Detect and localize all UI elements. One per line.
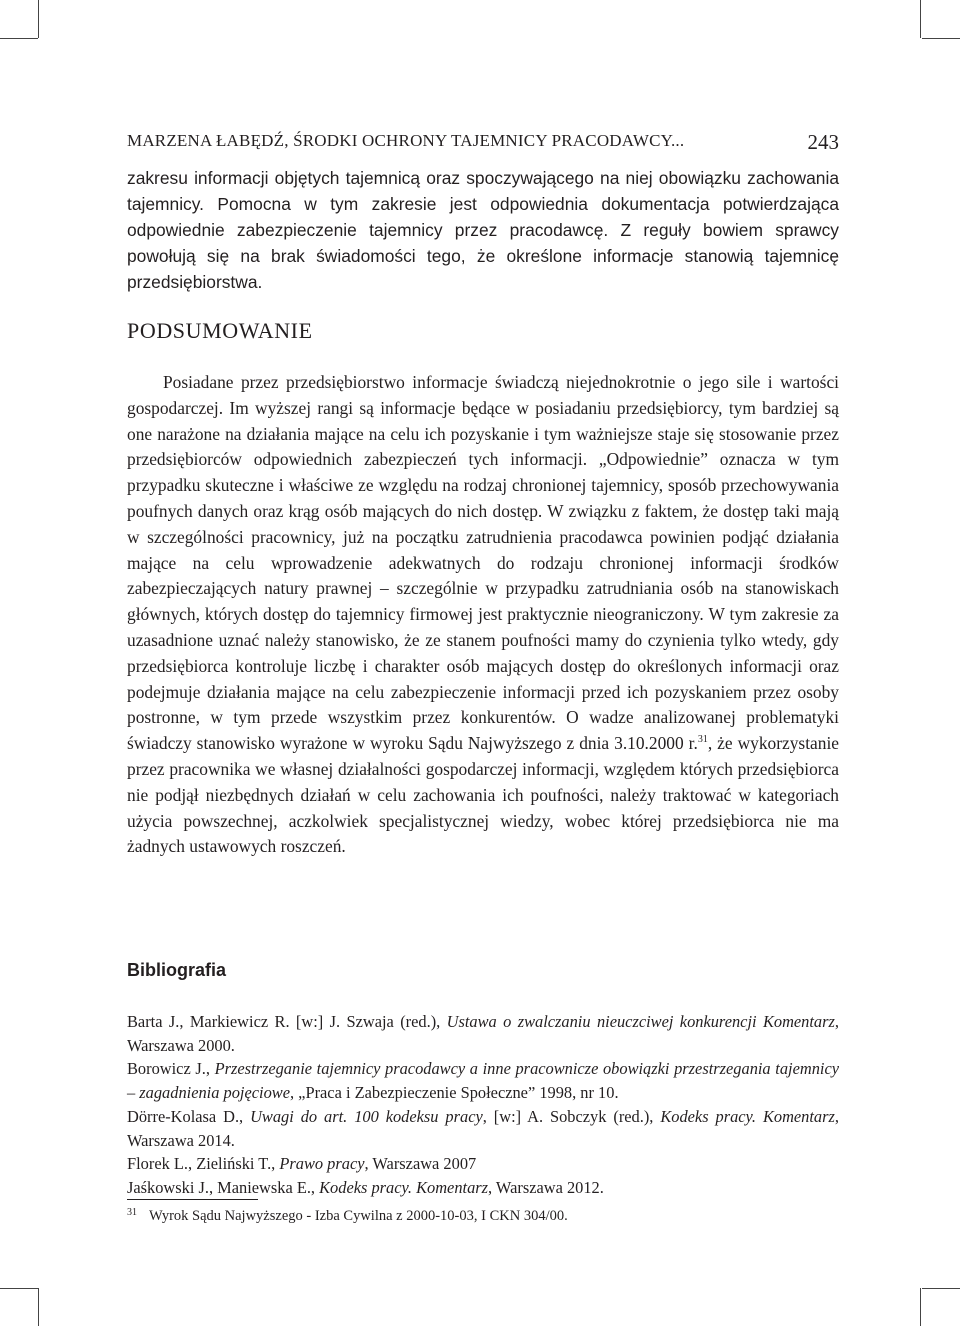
entry-title: Prawo pracy (279, 1154, 365, 1174)
entry-details: , Warszawa 2012. (488, 1177, 604, 1197)
bibliography-entry (127, 1010, 839, 1057)
footnote-separator (127, 1199, 258, 1200)
bibliography-list (127, 1010, 839, 1200)
entry-details: , Warszawa 2007 (364, 1154, 477, 1174)
bibliography-entry (127, 1176, 839, 1200)
page-header (127, 128, 839, 154)
crop-mark-top-left-h (0, 38, 38, 39)
footnote-number: 31 (127, 1207, 137, 1218)
footnote-text: Wyrok Sądu Najwyższego - Izba Cywilna z 2000-10-03, I CKN 304/00. (149, 1208, 568, 1224)
footnote (127, 1206, 839, 1226)
crop-mark-bottom-left-h (0, 1288, 38, 1289)
bibliography-entry (127, 1105, 839, 1152)
summary-paragraph (127, 370, 839, 860)
page-number: 243 (807, 130, 839, 154)
entry-title: Uwagi do art. 100 kodeksu pracy (250, 1106, 483, 1126)
entry-authors: Dörre-Kolasa D., (127, 1106, 251, 1126)
crop-mark-top-left (38, 0, 39, 38)
section-heading: PODSUMOWANIE (127, 318, 313, 343)
entry-authors: Borowicz J., (127, 1059, 215, 1079)
crop-mark-bottom-right (920, 1288, 921, 1326)
bibliography-heading: Bibliografia (127, 960, 227, 980)
entry-title: Kodeks pracy. Komentarz (319, 1177, 489, 1197)
running-title: MARZENA ŁABĘDŹ, ŚRODKI OCHRONY TAJEMNICY PRACODAWCY... (127, 131, 685, 150)
crop-mark-bottom-right-h (922, 1288, 960, 1289)
entry-authors: Florek L., Zieliński T., (127, 1154, 280, 1174)
lead-paragraph: zakresu informacji objętych tajemnicą oraz spoczywającego na niej obowiązku zachowania tajemnicy. Pomocna w tym zakresie jest odpowiednia dokumentacja potwierdzająca odpowiednie zabezpieczenie tajemnicy przez pracodawcę. Z reguły bowiem sprawcy powołują się na brak świadomości tego, że określone informacje stanowią tajemnicę przedsiębiorstwa. (127, 168, 839, 292)
crop-mark-top-right (920, 0, 921, 38)
footnote-reference[interactable]: 31 (697, 734, 708, 746)
summary-text-part-1: Posiadane przez przedsiębiorstwo informacje świadczą niejednokrotnie o jego sile i wartości gospodarczej. Im wyższej rangi są informacje będące w posiadaniu przedsiębiorcy, tym bardziej są one narażone na działania mające na celu ich pozyskanie i tym ważniejsze staje się stosowanie przez przedsiębiorców odpowiednich zabezpieczeń tych informacji. „Odpowiednie” oznacza w tym przypadku skuteczne i właściwe ze względu na rodzaj chronionej tajemnicy, sposób przechowywania poufnych danych oraz krąg osób mających do nich dostęp. W związku z faktem, że dostęp taki mają w szczególności pracownicy, już na początku zatrudnienia pracodawca powinien podjąć działania mające na celu wprowadzenie adekwatnych do rodzaju chronionej informacji środków zabezpieczających natury prawnej – szczególnie w przypadku zatrudniania osób na stanowiskach głównych, których dostęp do tajemnicy firmowej jest praktycznie nieograniczony. W tym zakresie za uzasadnione uznać należy stanowisko, że ze stanem poufności mamy do czynienia tylko wtedy, gdy przedsiębiorca kontroluje liczbę i charakter osób mających dostęp do określonych informacji oraz podejmuje działania mające na celu zabezpieczenie informacji przed ich pozyskaniem przez osoby postronne, w tym przede wszystkim przez konkurentów. O wadze analizowanej problematyki świadczy stanowisko wyrażone w wyroku Sądu Najwyższego z dnia 3.10.2000 r. (127, 372, 839, 754)
entry-authors: Jaśkowski J., Maniewska E., (127, 1177, 320, 1197)
entry-details: , Warszawa 2014. (127, 1106, 839, 1150)
entry-title: Ustawa o zwalczaniu nieuczciwej konkurencji Komentarz (446, 1012, 835, 1031)
bibliography-entry (127, 1152, 839, 1176)
entry-title-secondary: Kodeks pracy. Komentarz (660, 1106, 835, 1126)
entry-title: Przestrzeganie tajemnicy pracodawcy a inne pracownicze obowiązki przestrzegania tajemnicy – zagadnienia pojęciowe (127, 1059, 839, 1103)
summary-text-part-2: , że wykorzystanie przez pracownika we własnej działalności gospodarczej informacji, względem których przedsiębiorca nie podjął niezbędnych działań w celu zachowania ich poufności, należy traktować w kategoriach użycia powszechnej, aczkolwiek specjalistycznej wiedzy, wobec której przedsiębiorca nie ma żadnych ustawowych roszczeń. (127, 733, 839, 857)
crop-mark-bottom-left (38, 1288, 39, 1326)
entry-editors: , [w:] A. Sobczyk (red.), (482, 1106, 661, 1126)
crop-mark-top-right-h (922, 38, 960, 39)
entry-authors: Barta J., Markiewicz R. [w:] J. Szwaja (red.), (127, 1012, 447, 1031)
entry-details: , „Praca i Zabezpieczenie Społeczne” 1998, nr 10. (289, 1083, 619, 1103)
entry-details: , Warszawa 2000. (127, 1012, 839, 1055)
bibliography-entry (127, 1057, 839, 1104)
